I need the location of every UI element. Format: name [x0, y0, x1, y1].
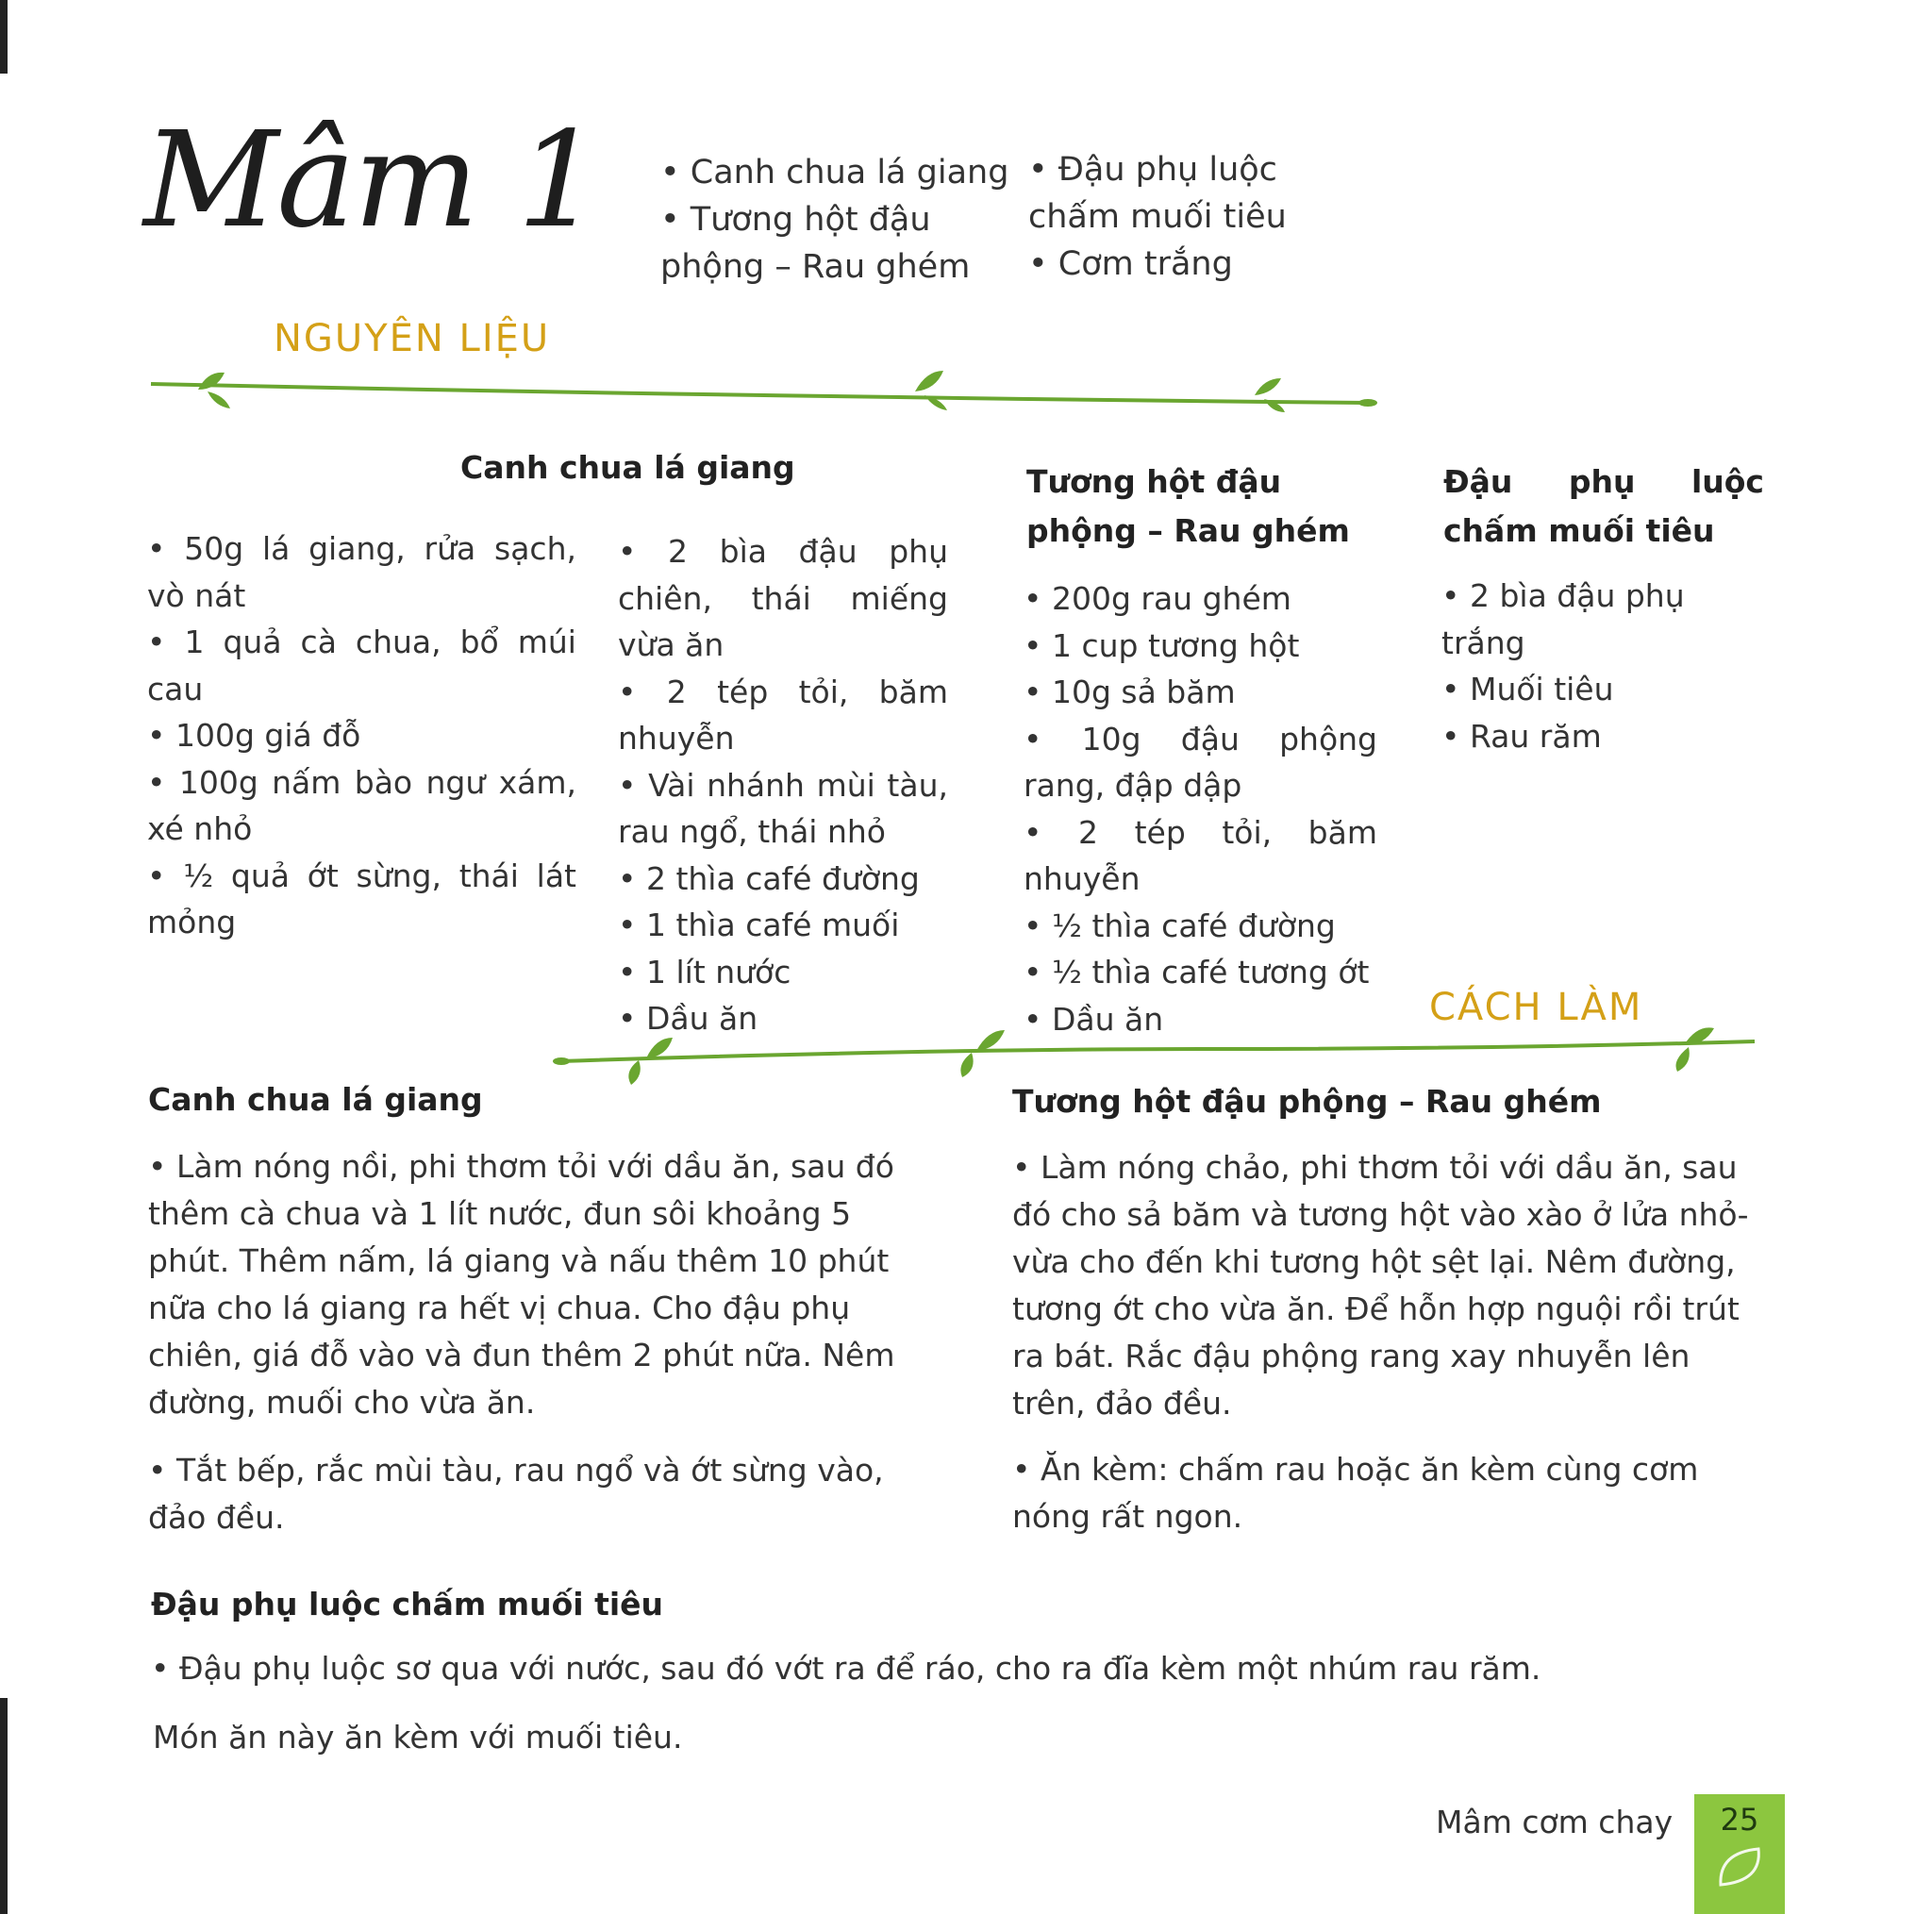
- method-steps-canh: [148, 1143, 903, 1541]
- ingredient-item: • 1 quả cà chua, bổ múi cau: [147, 619, 576, 712]
- method-section-title: CÁCH LÀM: [1429, 986, 1643, 1029]
- menu-list-col1: [660, 149, 1008, 291]
- method-step: • Đậu phụ luộc sơ qua với nước, sau đó vớt ra để ráo, cho ra đĩa kèm một nhúm rau răm.: [151, 1645, 1755, 1692]
- method-step: • Tắt bếp, rắc mùi tàu, rau ngổ và ớt sừng vào, đảo đều.: [148, 1447, 903, 1541]
- ingredient-item: • ½ thìa café đường: [1024, 903, 1377, 950]
- ingredient-heading-dauphu: Đậu phụ luộc chấm muối tiêu: [1443, 463, 1764, 549]
- page-number-box: [1694, 1794, 1785, 1914]
- ingredient-item: • 10g sả băm: [1024, 669, 1377, 716]
- ingredient-item: • Dầu ăn: [1024, 996, 1377, 1043]
- ingredient-item: • 2 tép tỏi, băm nhuyễn: [618, 669, 948, 762]
- ingredient-item: • 200g rau ghém: [1024, 575, 1377, 623]
- menu-list-col2: [1028, 146, 1287, 288]
- ingredient-item: • 1 thìa café muối: [618, 902, 948, 949]
- method-note: Món ăn này ăn kèm với muối tiêu.: [153, 1719, 683, 1756]
- menu-item: chấm muối tiêu: [1028, 198, 1287, 236]
- page-edge-mark: [0, 1698, 8, 1914]
- ingredient-heading-tuong: Tương hột đậu phộng – Rau ghém: [1026, 463, 1350, 549]
- ingredient-item: • 100g nấm bào ngư xám, xé nhỏ: [147, 759, 576, 853]
- ingredient-item: • Rau răm: [1441, 713, 1762, 760]
- ingredient-list-canh-col1: [147, 525, 576, 946]
- ingredients-section-title: NGUYÊN LIỆU: [274, 317, 551, 360]
- footer-section-name: [1436, 1804, 1705, 1840]
- menu-item: • Canh chua lá giang: [660, 154, 1009, 191]
- page-number: 25: [1720, 1802, 1759, 1838]
- method-steps-tuong: [1012, 1144, 1767, 1540]
- menu-item: • Tương hột đậu: [660, 201, 931, 239]
- vine-divider-icon: [142, 354, 1387, 420]
- method-heading-canh: Canh chua lá giang: [148, 1081, 483, 1118]
- leaf-outline-icon: [1715, 1843, 1766, 1890]
- ingredient-heading-canh: Canh chua lá giang: [460, 449, 795, 486]
- footer-section-label: Mâm cơm chay: [1436, 1804, 1674, 1840]
- ingredient-item: • 2 bìa đậu phụ chiên, thái miếng vừa ăn: [618, 528, 948, 669]
- method-step: • Ăn kèm: chấm rau hoặc ăn kèm cùng cơm nóng rất ngon.: [1012, 1446, 1767, 1540]
- ingredient-item: • 1 lít nước: [618, 949, 948, 996]
- ingredient-item: • Vài nhánh mùi tàu, rau ngổ, thái nhỏ: [618, 762, 948, 856]
- method-step: • Làm nóng chảo, phi thơm tỏi với dầu ăn, sau đó cho sả băm và tương hột vào xào ở lửa nhỏ-vừa cho đến khi tương hột sệt lại. Nêm đường, tương ớt cho vừa ăn. Để hỗn hợp nguội rồi trút ra bát. Rắc đậu phộng rang xay nhuyễn lên trên, đảo đều.: [1012, 1144, 1767, 1427]
- ingredient-list-dauphu: [1441, 573, 1762, 759]
- ingredient-item: • 2 bìa đậu phụ trắng: [1441, 573, 1762, 666]
- menu-item: • Đậu phụ luộc: [1028, 151, 1277, 189]
- ingredient-item: • ½ quả ớt sừng, thái lát mỏng: [147, 853, 576, 946]
- ingredient-item: • Muối tiêu: [1441, 666, 1762, 713]
- method-heading-dauphu: Đậu phụ luộc chấm muối tiêu: [151, 1586, 664, 1623]
- method-step: • Làm nóng nồi, phi thơm tỏi với dầu ăn, sau đó thêm cà chua và 1 lít nước, đun sôi khoảng 5 phút. Thêm nấm, lá giang và nấu thêm 10 phút nữa cho lá giang ra hết vị chua. Cho đậu phụ chiên, giá đỗ vào và đun thêm 2 phút nữa. Nêm đường, muối cho vừa ăn.: [148, 1143, 903, 1426]
- ingredient-list-canh-col2: [618, 528, 948, 1042]
- ingredient-item: • 100g giá đỗ: [147, 712, 576, 759]
- ingredient-item: • ½ thìa café tương ớt: [1024, 949, 1377, 996]
- page-edge-mark: [0, 0, 8, 74]
- method-heading-tuong: Tương hột đậu phộng – Rau ghém: [1012, 1083, 1602, 1120]
- ingredient-item: • 2 thìa café đường: [618, 856, 948, 903]
- vine-divider-icon: [552, 1019, 1759, 1085]
- ingredient-list-tuong: [1024, 575, 1377, 1042]
- ingredient-item: • 1 cup tương hột: [1024, 623, 1377, 670]
- ingredient-item: • 10g đậu phộng rang, đập dập: [1024, 716, 1377, 809]
- ingredient-item: • Dầu ăn: [618, 995, 948, 1042]
- menu-item: phộng – Rau ghém: [660, 248, 971, 286]
- menu-item: • Cơm trắng: [1028, 245, 1233, 283]
- ingredient-item: • 2 tép tỏi, băm nhuyễn: [1024, 809, 1377, 903]
- page-title: Mâm 1: [143, 104, 600, 258]
- ingredient-item: • 50g lá giang, rửa sạch, vò nát: [147, 525, 576, 619]
